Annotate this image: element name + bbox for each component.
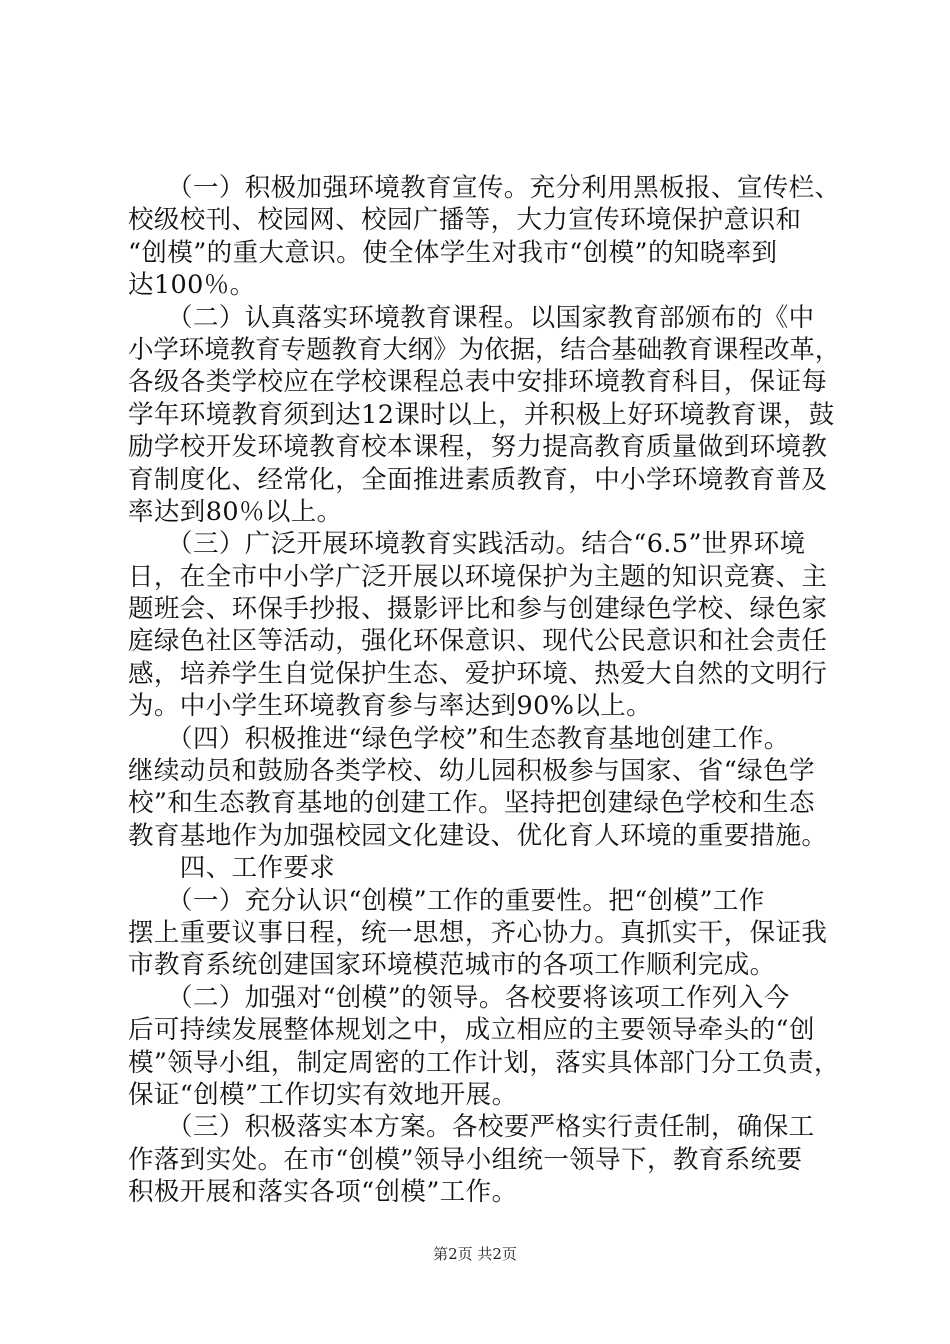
text-line: （二）认真落实环境教育课程。以国家教育部颁布的《中	[128, 302, 815, 333]
text-line: 校级校刊、校园网、校园广播等，大力宣传环境保护意识和	[128, 205, 802, 236]
document-body	[128, 172, 840, 1209]
text-line: 各级各类学校应在学校课程总表中安排环境教育科目，保证每	[128, 367, 828, 398]
text-line: 日，在全市中小学广泛开展以环境保护为主题的知识竞赛、主	[128, 561, 828, 592]
text-line: 作落到实处。在市“创模”领导小组统一领导下，教育系统要	[128, 1144, 803, 1175]
text-line: 小学环境教育专题教育大纲》为依据，结合基础教育课程改革，	[128, 334, 841, 365]
text-line: 校”和生态教育基地的创建工作。坚持把创建绿色学校和生态	[128, 788, 815, 819]
text-line: 继续动员和鼓励各类学校、幼儿园积极参与国家、省“绿色学	[128, 756, 815, 787]
text-line: （三）积极落实本方案。各校要严格实行责任制，确保工	[128, 1112, 815, 1143]
text-line: 市教育系统创建国家环境模范城市的各项工作顺利完成。	[128, 950, 776, 981]
text-line: （一）积极加强环境教育宣传。充分利用黑板报、宣传栏、	[128, 173, 841, 203]
text-line: 四、工作要求	[128, 853, 336, 884]
text-line: 积极开展和落实各项“创模”工作。	[128, 1177, 518, 1208]
text-line: （二）加强对“创模”的领导。各校要将该项工作列入今	[128, 982, 790, 1013]
text-line: 达100％。	[128, 270, 256, 301]
text-line: 庭绿色社区等活动，强化环保意识、现代公民意识和社会责任	[128, 626, 828, 657]
text-line: 感，培养学生自觉保护生态、爱护环境、热爱大自然的文明行	[128, 658, 828, 689]
text-line: 率达到80％以上。	[128, 496, 343, 527]
text-line: 为。中小学生环境教育参与率达到90%以上。	[128, 691, 653, 722]
text-line: 学年环境教育须到达12课时以上，并积极上好环境教育课，鼓	[128, 399, 835, 430]
text-line: （一）充分认识“创模”工作的重要性。把“创模”工作	[128, 885, 765, 916]
text-line: 摆上重要议事日程，统一思想，齐心协力。真抓实干，保证我	[128, 917, 828, 948]
text-line: 模”领导小组，制定周密的工作计划，落实具体部门分工负责，	[128, 1047, 840, 1078]
text-line: 题班会、环保手抄报、摄影评比和参与创建绿色学校、绿色家	[128, 594, 828, 625]
text-line: （四）积极推进“绿色学校”和生态教育基地创建工作。	[128, 723, 790, 754]
text-line: 教育基地作为加强校园文化建设、优化育人环境的重要措施。	[128, 820, 828, 851]
text-line: 励学校开发环境教育校本课程，努力提高教育质量做到环境教	[128, 432, 828, 463]
text-line: （三）广泛开展环境教育实践活动。结合“6.5”世界环境	[128, 529, 806, 560]
text-line: 育制度化、经常化，全面推进素质教育，中小学环境教育普及	[128, 464, 828, 495]
text-line: “创模”的重大意识。使全体学生对我市“创模”的知晓率到	[128, 237, 778, 268]
page-footer: 第2页 共2页	[433, 1245, 517, 1263]
text-line: 保证“创模”工作切实有效地开展。	[128, 1079, 518, 1110]
text-line: 后可持续发展整体规划之中，成立相应的主要领导牵头的“创	[128, 1015, 815, 1046]
